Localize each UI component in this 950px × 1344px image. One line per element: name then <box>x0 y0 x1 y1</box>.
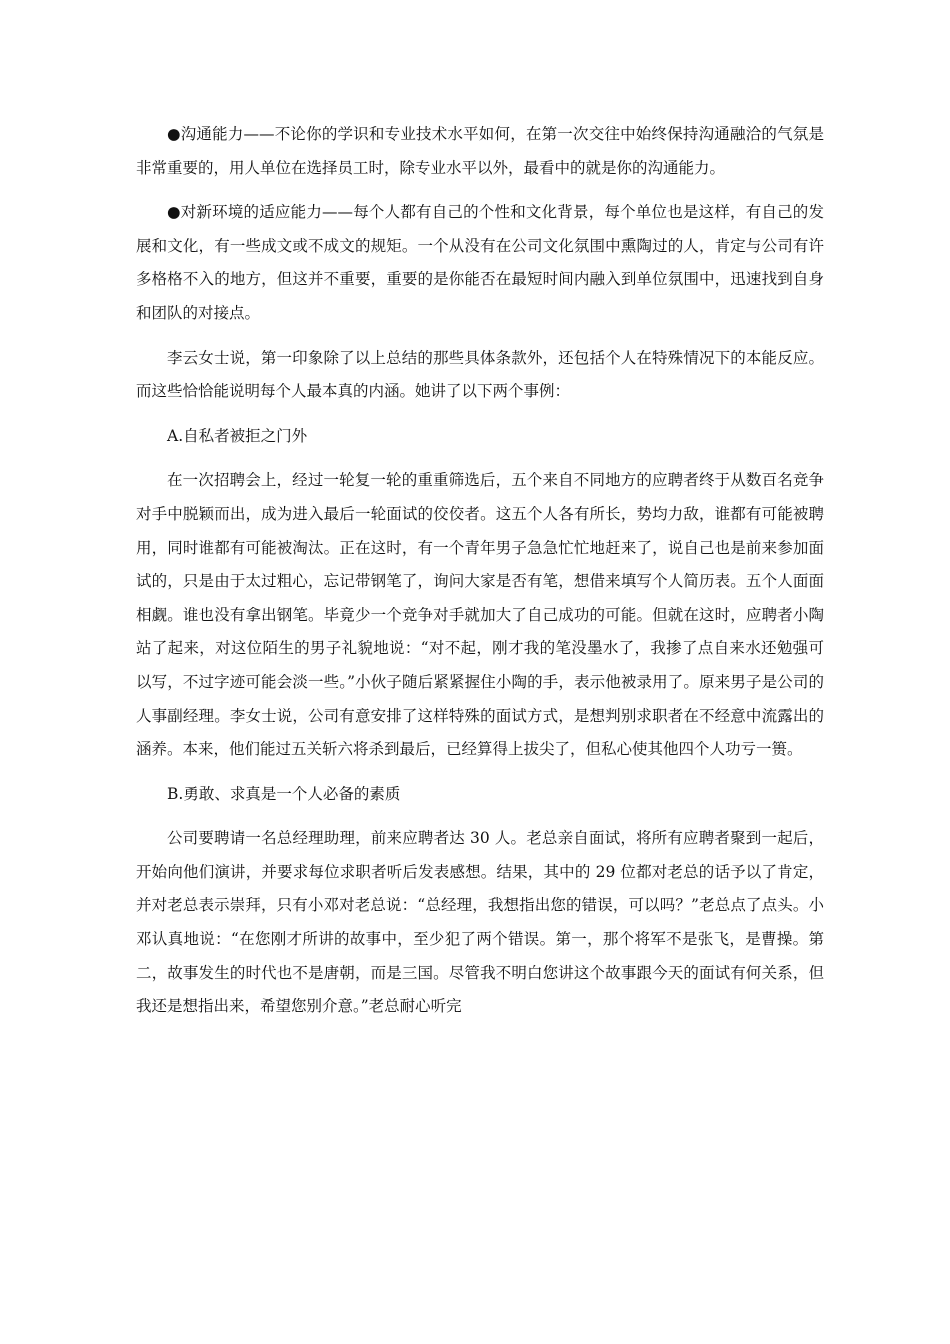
paragraph-first-impression: 李云女士说，第一印象除了以上总结的那些具体条款外，还包括个人在特殊情况下的本能反应。而这些恰恰能说明每个人最本真的内涵。她讲了以下两个事例： <box>136 348 824 401</box>
paragraph-story-b: 公司要聘请一名总经理助理，前来应聘者达 30 人。老总亲自面试，将所有应聘者聚到一起后，开始向他们演讲，并要求每位求职者听后发表感想。结果，其中的 29 位都对老总的话予以了肯定，并对老总表示崇拜，只有小邓对老总说：“总经理，我想指出您的错误，可以吗？”老总点了点头。小邓认真地说：“在您刚才所讲的故事中，至少犯了两个错误。第一，那个将军不是张飞，是曹操。第二，故事发生的时代也不是唐朝，而是三国。尽管我不明白您讲这个故事跟今天的面试有何关系，但我还是想指出来，希望您别介意。”老总耐心听完 <box>136 829 824 1016</box>
section-heading-a: A.自私者被拒之门外 <box>167 426 308 445</box>
paragraph-communication-ability: ●沟通能力——不论你的学识和专业技术水平如何，在第一次交往中始终保持沟通融洽的气氛是非常重要的，用人单位在选择员工时，除专业水平以外，最看中的就是你的沟通能力。 <box>136 125 824 177</box>
document-body <box>136 118 824 1035</box>
section-heading-b: B.勇敢、求真是一个人必备的素质 <box>167 784 401 803</box>
paragraph-adaptability: ●对新环境的适应能力——每个人都有自己的个性和文化背景，每个单位也是这样，有自己的发展和文化，有一些成文或不成文的规矩。一个从没有在公司文化氛围中熏陶过的人，肯定与公司有许多格格不入的地方，但这并不重要，重要的是你能否在最短时间内融入到单位氛围中，迅速找到自身和团队的对接点。 <box>136 203 824 322</box>
paragraph-story-a: 在一次招聘会上，经过一轮复一轮的重重筛选后，五个来自不同地方的应聘者终于从数百名竞争对手中脱颖而出，成为进入最后一轮面试的佼佼者。这五个人各有所长，势均力敌，谁都有可能被聘用，同时谁都有可能被淘汰。正在这时，有一个青年男子急急忙忙地赶来了，说自己也是前来参加面试的，只是由于太过粗心，忘记带钢笔了，询问大家是否有笔，想借来填写个人简历表。五个人面面相觑。谁也没有拿出钢笔。毕竟少一个竞争对手就加大了自己成功的可能。但就在这时，应聘者小陶站了起来，对这位陌生的男子礼貌地说：“对不起，刚才我的笔没墨水了，我掺了点自来水还勉强可以写，不过字迹可能会淡一些。”小伙子随后紧紧握住小陶的手，表示他被录用了。原来男子是公司的人事副经理。李女士说，公司有意安排了这样特殊的面试方式，是想判别求职者在不经意中流露出的涵养。本来，他们能过五关斩六将杀到最后，已经算得上拔尖了，但私心使其他四个人功亏一篑。 <box>136 471 824 759</box>
